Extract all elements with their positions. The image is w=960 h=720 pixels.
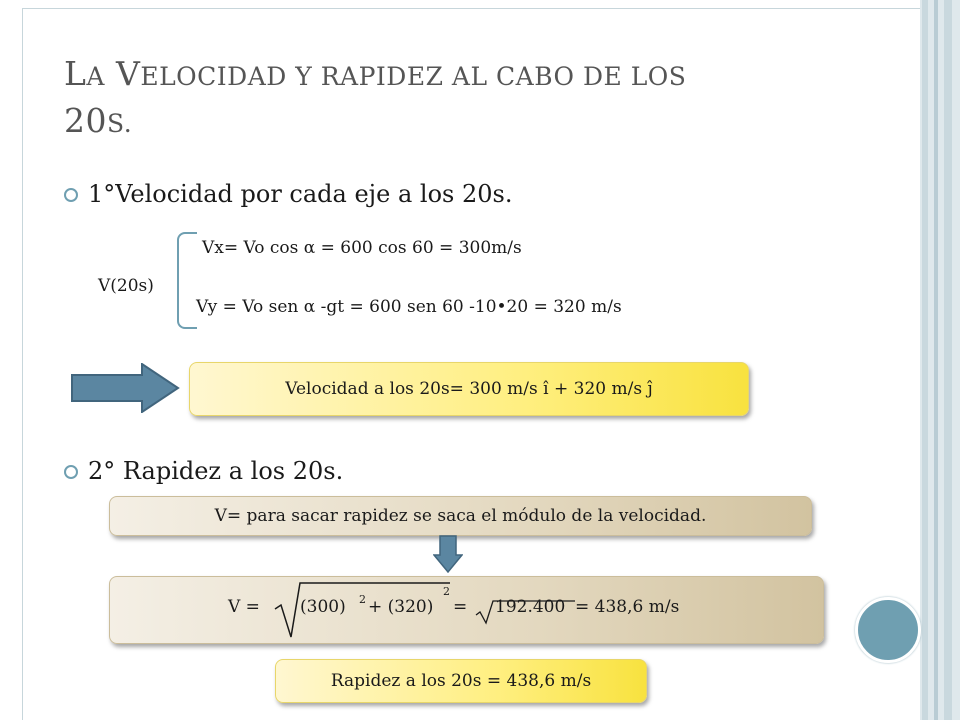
formula-radicand: 192.400 xyxy=(495,597,566,617)
formula-term1: (300) xyxy=(300,597,346,617)
frame-left-line xyxy=(22,8,23,720)
frame-top-line xyxy=(22,8,920,9)
vx-equation: Vx= Vo cos α = 600 cos 60 = 300m/s xyxy=(202,238,522,258)
speed-explanation-box: V= para sacar rapidez se saca el módulo de la velocidad. xyxy=(109,496,812,536)
right-arrow-icon xyxy=(70,363,180,413)
v20-label: V(20s) xyxy=(98,276,154,296)
slide-title: LA VELOCIDAD Y RAPIDEZ AL CABO DE LOS 20S. xyxy=(64,54,687,140)
formula-exponent-2: 2 xyxy=(443,585,450,598)
velocity-result-box: Velocidad a los 20s= 300 m/s î + 320 m/s ĵ xyxy=(189,362,749,416)
speed-result-box: Rapidez a los 20s = 438,6 m/s xyxy=(275,659,647,703)
formula-lhs: V = xyxy=(228,597,260,617)
decorative-circle xyxy=(855,597,921,663)
vy-equation: Vy = Vo sen α -gt = 600 sen 60 -10•20 = 320 m/s xyxy=(196,297,622,317)
formula-plus-term: + (320) xyxy=(368,597,434,617)
down-arrow-icon xyxy=(433,535,463,573)
formula-result: = 438,6 m/s xyxy=(575,597,680,617)
bullet-text: 1°Velocidad por cada eje a los 20s. xyxy=(88,180,513,208)
right-decorative-band xyxy=(920,0,960,720)
formula-equals: = xyxy=(453,597,468,617)
bullet-icon xyxy=(64,465,78,479)
bullet-text: 2° Rapidez a los 20s. xyxy=(88,457,344,485)
speed-formula-box xyxy=(109,576,824,644)
bullet-icon xyxy=(64,188,78,202)
left-brace xyxy=(177,232,197,329)
formula-exponent-1: 2 xyxy=(359,593,366,606)
